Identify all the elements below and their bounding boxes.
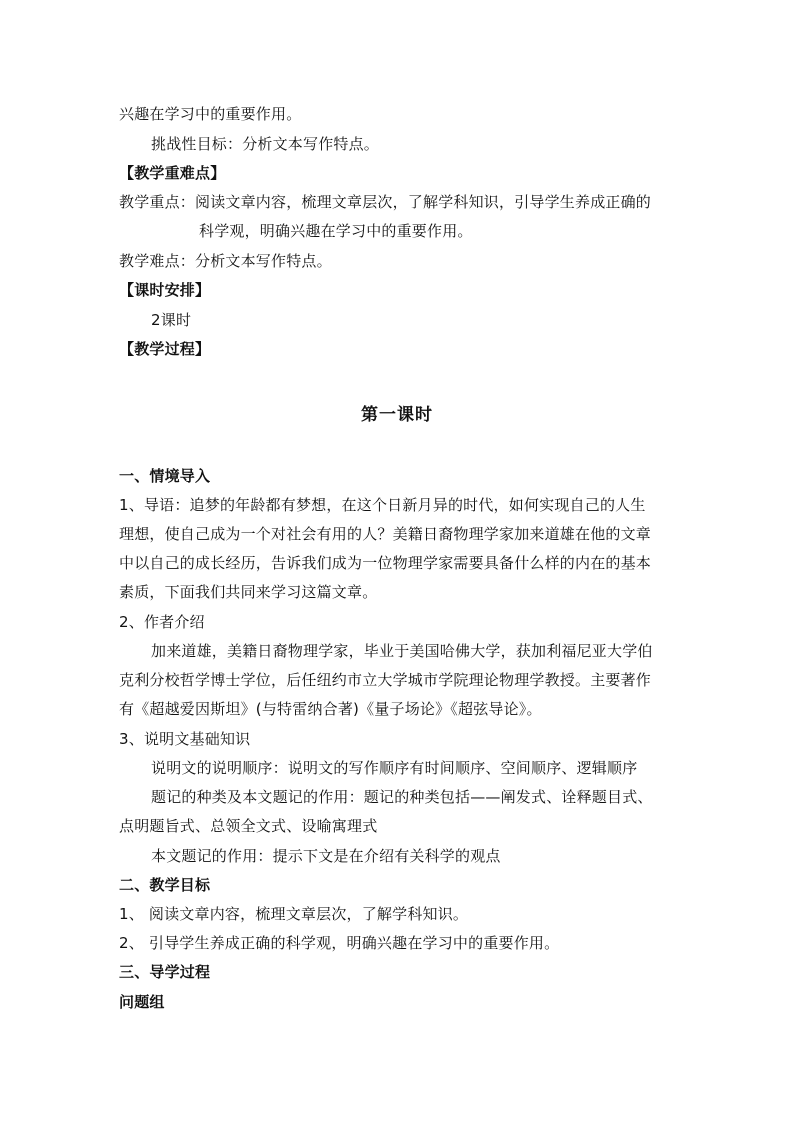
- challenge-goal: 挑战性目标：分析文本写作特点。: [151, 135, 380, 153]
- author-paragraph-line: 克利分校哲学博士学位，后任纽约市立大学城市学院理论物理学教授。主要著作: [119, 671, 652, 689]
- heading-guided-process: 三、导学过程: [119, 963, 211, 981]
- key-point-text: 教学重点：阅读文章内容，梳理文章层次，了解学科知识，引导学生养成正确的: [119, 193, 652, 211]
- heading-question-group: 问题组: [119, 993, 165, 1011]
- goal-item: 2、 引导学生养成正确的科学观，明确兴趣在学习中的重要作用。: [119, 934, 560, 952]
- basics-epigraph-text: 题记的种类及本文题记的作用：题记的种类包括——阐发式、诠释题目式、: [151, 788, 653, 806]
- heading-teaching-goals: 二、教学目标: [119, 876, 211, 894]
- basics-epigraph-text-continued: 点明题旨式、总领全文式、设喻寓理式: [119, 817, 378, 835]
- intro-paragraph-line: 理想，使自己成为一个对社会有用的人？美籍日裔物理学家加来道雄在他的文章: [119, 525, 652, 543]
- heading-intro: 一、情境导入: [119, 467, 211, 485]
- schedule-text: 2课时: [151, 311, 192, 329]
- section-heading-schedule: 【课时安排】: [119, 281, 211, 299]
- key-point-text-continued: 科学观，明确兴趣在学习中的重要作用。: [199, 222, 473, 240]
- paragraph-line: 兴趣在学习中的重要作用。: [119, 105, 302, 123]
- difficult-point-text: 教学难点：分析文本写作特点。: [119, 252, 332, 270]
- basics-epigraph-purpose: 本文题记的作用：提示下文是在介绍有关科学的观点: [151, 847, 501, 865]
- author-paragraph-line: 有《超越爱因斯坦》(与特雷纳合著)《量子场论》《超弦导论》。: [119, 700, 542, 718]
- basics-order-text: 说明文的说明顺序：说明文的写作顺序有时间顺序、空间顺序、逻辑顺序: [151, 759, 638, 777]
- section-heading-key-points: 【教学重难点】: [119, 164, 226, 182]
- heading-author: 2、作者介绍: [119, 613, 205, 631]
- goal-item: 1、 阅读文章内容，梳理文章层次，了解学科知识。: [119, 905, 469, 923]
- intro-paragraph-line: 中以自己的成长经历，告诉我们成为一位物理学家需要具备什么样的内在的基本: [119, 554, 652, 572]
- intro-paragraph-line: 素质，下面我们共同来学习这篇文章。: [119, 583, 378, 601]
- author-paragraph-line: 加来道雄，美籍日裔物理学家，毕业于美国哈佛大学，获加利福尼亚大学伯: [151, 642, 653, 660]
- intro-paragraph-line: 1、导语：追梦的年龄都有梦想，在这个日新月异的时代，如何实现自己的人生: [119, 496, 646, 514]
- lesson-title: 第一课时: [361, 405, 433, 425]
- heading-basics: 3、说明文基础知识: [119, 730, 251, 748]
- section-heading-process: 【教学过程】: [119, 340, 211, 358]
